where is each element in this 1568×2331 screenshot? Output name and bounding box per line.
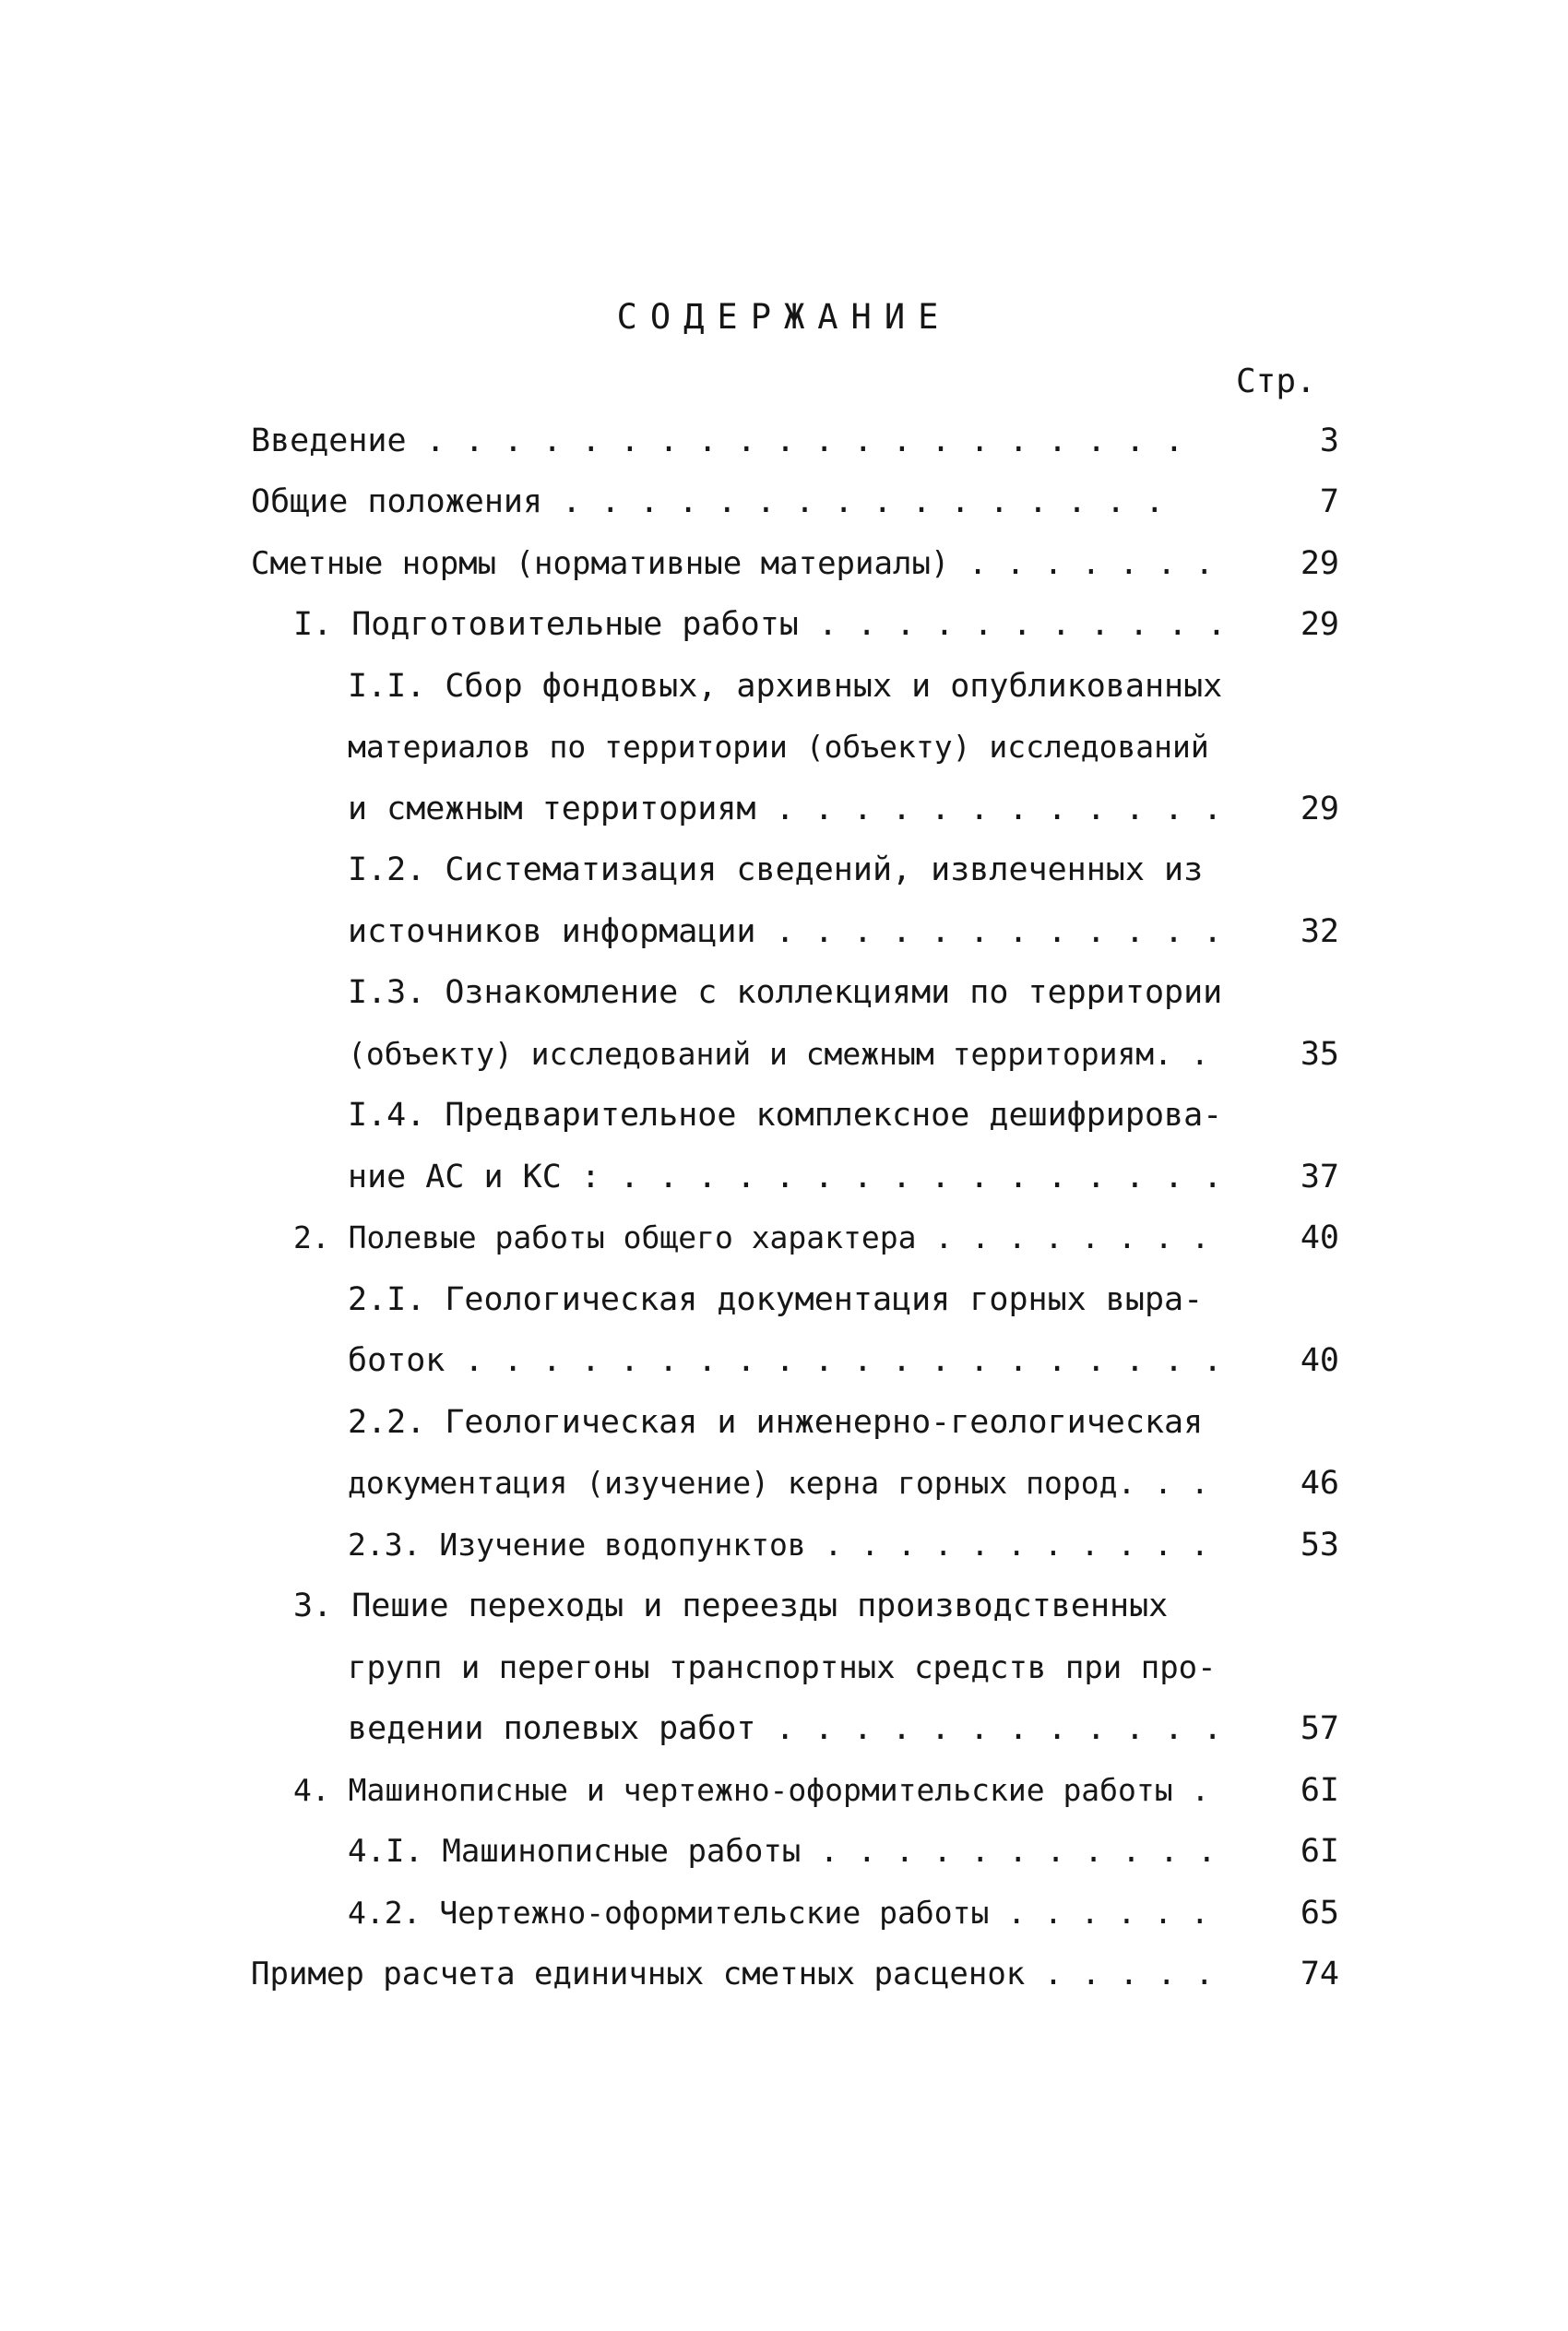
- toc-entry: 3. Пешие переходы и переезды производственных: [293, 1588, 1169, 1624]
- toc-entry: 2.3. Изучение водопунктов . . . . . . . . . . .: [348, 1527, 1209, 1563]
- toc-entry: документация (изучение) керна горных пород. . .: [348, 1465, 1209, 1501]
- toc-entry: 4. Машинописные и чертежно-оформительские работы .: [293, 1772, 1210, 1808]
- toc-page-number: 29: [1300, 606, 1339, 643]
- toc-page-number: 29: [1300, 791, 1339, 827]
- toc-page-number: 65: [1300, 1895, 1339, 1932]
- toc-entry: I.I. Сбор фондовых, архивных и опубликованных: [348, 668, 1223, 705]
- toc-page-number: 74: [1300, 1956, 1339, 1992]
- toc-entry: 2. Полевые работы общего характера . . . . . . . .: [293, 1219, 1210, 1255]
- toc-entry: источников информации . . . . . . . . . . . .: [348, 913, 1223, 950]
- toc-page-number: 40: [1300, 1342, 1339, 1379]
- toc-entry: и смежным территориям . . . . . . . . . . . .: [348, 791, 1223, 827]
- toc-entry: Общие положения . . . . . . . . . . . . . . . .: [251, 483, 1165, 520]
- toc-page-number: 53: [1300, 1527, 1339, 1564]
- toc-entry: I.4. Предварительное комплексное дешифрирова-: [348, 1097, 1223, 1134]
- toc-page-number: 37: [1300, 1159, 1339, 1195]
- toc-entry: 2.I. Геологическая документация горных выра-: [348, 1281, 1204, 1318]
- toc-entry: 2.2. Геологическая и инженерно-геологическая: [348, 1404, 1204, 1441]
- toc-entry: 4.2. Чертежно-оформительские работы . . . . . .: [348, 1895, 1209, 1931]
- toc-page-number: 35: [1300, 1036, 1339, 1073]
- toc-entry: материалов по территории (объекту) исследований: [348, 729, 1209, 765]
- toc-page-number: 40: [1300, 1219, 1339, 1256]
- toc-entry: боток . . . . . . . . . . . . . . . . . . . .: [348, 1342, 1223, 1379]
- toc-entry: (объекту) исследований и смежным территориям. .: [348, 1036, 1209, 1072]
- page-column-label: Стр.: [1236, 363, 1316, 400]
- toc-page-number: 32: [1300, 913, 1339, 950]
- toc-entry: 4.I. Машинописные работы . . . . . . . . . . .: [348, 1833, 1217, 1870]
- toc-page-number: 6I: [1300, 1772, 1339, 1809]
- toc-entry: групп и перегоны транспортных средств при про-: [348, 1649, 1217, 1686]
- toc-entry: Сметные нормы (нормативные материалы) . . . . . . .: [251, 545, 1214, 582]
- toc-page-number: 7: [1319, 483, 1339, 520]
- toc-entry: I.3. Ознакомление с коллекциями по территории: [348, 974, 1223, 1011]
- toc-page-number: 57: [1300, 1710, 1339, 1747]
- toc-entry: ведении полевых работ . . . . . . . . . . . .: [348, 1710, 1223, 1747]
- toc-entry: Пример расчета единичных сметных расценок . . . . .: [251, 1956, 1214, 1992]
- toc-entry: I. Подготовительные работы . . . . . . . . . . .: [293, 606, 1227, 643]
- toc-entry: I.2. Систематизация сведений, извлеченных из: [348, 851, 1204, 888]
- toc-page-number: 46: [1300, 1465, 1339, 1502]
- toc-page-number: 29: [1300, 545, 1339, 582]
- page-title: СОДЕРЖАНИЕ: [616, 297, 952, 337]
- toc-page-number: 6I: [1300, 1833, 1339, 1870]
- toc-page-number: 3: [1319, 422, 1339, 459]
- toc-entry: Введение . . . . . . . . . . . . . . . . . . . .: [251, 422, 1184, 459]
- toc-entry: ние АС и КС : . . . . . . . . . . . . . . . .: [348, 1159, 1223, 1195]
